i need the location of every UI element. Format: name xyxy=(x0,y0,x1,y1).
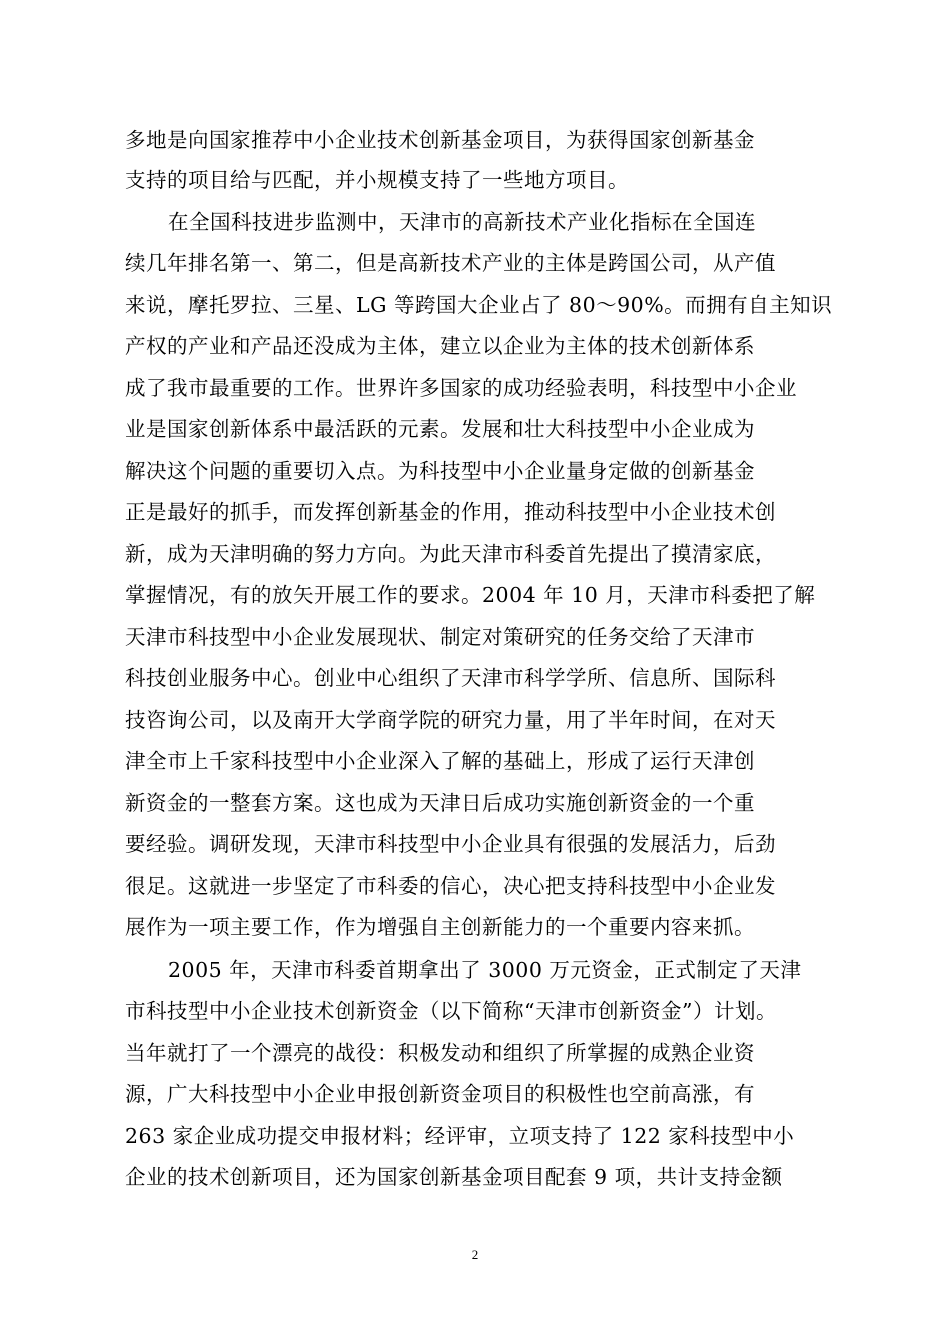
text-line: 很足。这就进一步坚定了市科委的信心，决心把支持科技型中小企业发 xyxy=(125,874,776,898)
text-line: 产权的产业和产品还没成为主体，建立以企业为主体的技术创新体系 xyxy=(125,334,755,358)
text-line: 在全国科技进步监测中，天津市的高新技术产业化指标在全国连 xyxy=(168,210,756,234)
text-line: 新，成为天津明确的努力方向。为此天津市科委首先提出了摸清家底， xyxy=(125,542,776,566)
text-line: 津全市上千家科技型中小企业深入了解的基础上，形成了运行天津创 xyxy=(125,749,755,773)
text-line: 新资金的一整套方案。这也成为天津日后成功实施创新资金的一个重 xyxy=(125,791,755,815)
text-line: 正是最好的抓手，而发挥创新基金的作用，推动科技型中小企业技术创 xyxy=(125,500,776,524)
text-line: 解决这个问题的重要切入点。为科技型中小企业量身定做的创新基金 xyxy=(125,459,755,483)
page-number: 2 xyxy=(471,1247,479,1262)
text-line: 科技创业服务中心。创业中心组织了天津市科学学所、信息所、国际科 xyxy=(125,666,776,690)
text-line: 企业的技术创新项目，还为国家创新基金项目配套 9 项，共计支持金额 xyxy=(125,1165,783,1189)
text-line: 业是国家创新体系中最活跃的元素。发展和壮大科技型中小企业成为 xyxy=(125,417,755,441)
text-line: 市科技型中小企业技术创新资金（以下简称“天津市创新资金”）计划。 xyxy=(125,999,777,1023)
text-line: 掌握情况，有的放矢开展工作的要求。2004 年 10 月，天津市科委把了解 xyxy=(125,583,816,607)
text-line: 技咨询公司，以及南开大学商学院的研究力量，用了半年时间，在对天 xyxy=(125,708,776,732)
text-line: 来说，摩托罗拉、三星、LG 等跨国大企业占了 80～90%。而拥有自主知识 xyxy=(125,293,833,317)
text-line: 支持的项目给与匹配，并小规模支持了一些地方项目。 xyxy=(125,168,629,192)
text-line: 要经验。调研发现，天津市科技型中小企业具有很强的发展活力，后劲 xyxy=(125,832,776,856)
text-line: 多地是向国家推荐中小企业技术创新基金项目，为获得国家创新基金 xyxy=(125,128,755,152)
text-line: 续几年排名第一、第二，但是高新技术产业的主体是跨国公司，从产值 xyxy=(125,251,776,275)
text-line: 源，广大科技型中小企业申报创新资金项目的积极性也空前高涨，有 xyxy=(125,1082,755,1106)
text-line: 2005 年，天津市科委首期拿出了 3000 万元资金，正式制定了天津 xyxy=(168,958,802,982)
text-line: 成了我市最重要的工作。世界许多国家的成功经验表明，科技型中小企业 xyxy=(125,376,797,400)
text-line: 天津市科技型中小企业发展现状、制定对策研究的任务交给了天津市 xyxy=(125,625,755,649)
text-line: 263 家企业成功提交申报材料；经评审，立项支持了 122 家科技型中小 xyxy=(125,1124,795,1148)
text-line: 当年就打了一个漂亮的战役：积极发动和组织了所掌握的成熟企业资 xyxy=(125,1041,755,1065)
text-line: 展作为一项主要工作，作为增强自主创新能力的一个重要内容来抓。 xyxy=(125,915,755,939)
